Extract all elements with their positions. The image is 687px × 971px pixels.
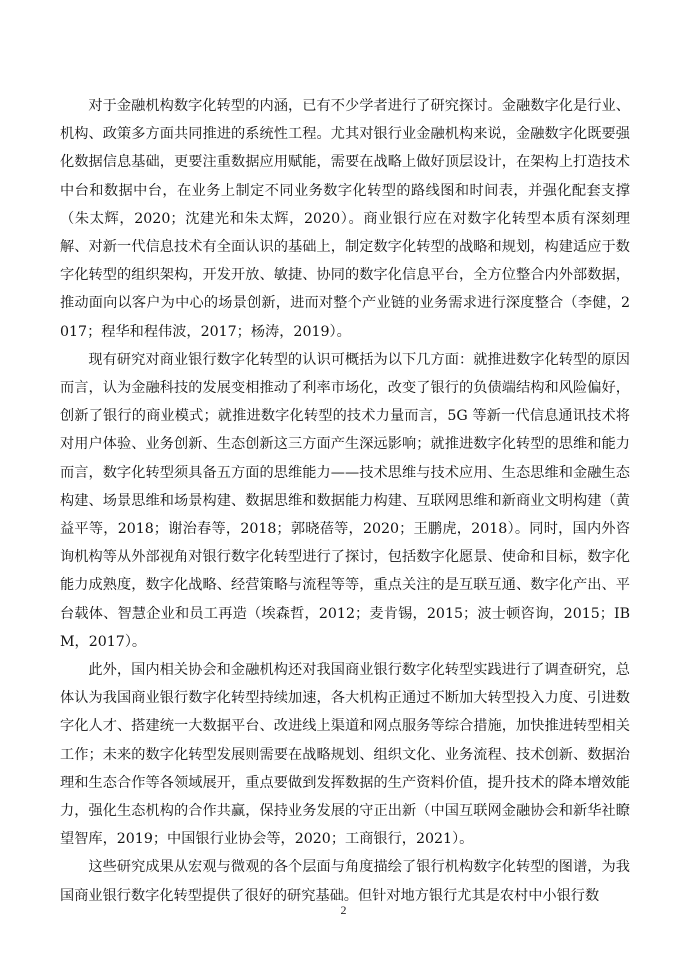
body-text (60, 92, 630, 910)
paragraph-3: 此外，国内相关协会和金融机构还对我国商业银行数字化转型实践进行了调查研究，总体认为我国商业银行数字化转型持续加速，各大机构正通过不断加大转型投入力度、引进数字化人才、搭建统一大数据平台、改进线上渠道和网点服务等综合措施，加快推进转型相关工作；未来的数字化转型发展则需要在战略规划、组织文化、业务流程、技术创新、数据治理和生态合作等各领域展开，重点要做到发挥数据的生产资料价值，提升技术的降本增效能力，强化生态机构的合作共赢，保持业务发展的守正出新（中国互联网金融协会和新华社瞭望智库，2019；中国银行业协会等，2020；工商银行，2021）。 (60, 662, 630, 848)
page-number: 2 (340, 903, 347, 917)
paragraph-1: 对于金融机构数字化转型的内涵，已有不少学者进行了研究探讨。金融数字化是行业、机构、政策多方面共同推进的系统性工程。尤其对银行业金融机构来说，金融数字化既要强化数据信息基础，更要注重数据应用赋能，需要在战略上做好顶层设计，在架构上打造技术中台和数据中台，在业务上制定不同业务数字化转型的路线图和时间表，并强化配套支撑（朱太辉，2020；沈建光和朱太辉，2020）。商业银行应在对数字化转型本质有深刻理解、对新一代信息技术有全面认识的基础上，制定数字化转型的战略和规划，构建适应于数字化转型的组织架构，开发开放、敏捷、协同的数字化信息平台，全方位整合内外部数据，推动面向以客户为中心的场景创新，进而对整个产业链的业务需求进行深度整合（李健，2017；程华和程伟波，2017；杨涛，2019）。 (60, 98, 630, 340)
paragraph-2: 现有研究对商业银行数字化转型的认识可概括为以下几方面：就推进数字化转型的原因而言，认为金融科技的发展变相推动了利率市场化，改变了银行的负债端结构和风险偏好，创新了银行的商业模式；就推进数字化转型的技术力量而言，5G 等新一代信息通讯技术将对用户体验、业务创新、生态创新这三方面产生深远影响；就推进数字化转型的思维和能力而言，数字化转型须具备五方面的思维能力——技术思维与技术应用、生态思维和金融生态构建、场景思维和场景构建、数据思维和数据能力构建、互联网思维和新商业文明构建（黄益平等，2018；谢治春等，2018；郭晓蓓等，2020；王鹏虎，2018）。同时，国内外咨询机构等从外部视角对银行数字化转型进行了探讨，包括数字化愿景、使命和目标，数字化能力成熟度，数字化战略、经营策略与流程等等，重点关注的是互联互通、数字化产出、平台载体、智慧企业和员工再造（埃森哲，2012；麦肯锡，2015；波士顿咨询，2015；IBM，2017）。 (60, 351, 630, 650)
paragraph-4: 这些研究成果从宏观与微观的各个层面与角度描绘了银行机构数字化转型的图谱，为我国商业银行数字化转型提供了很好的研究基础。但针对地方银行尤其是农村中小银行数 (60, 859, 630, 904)
